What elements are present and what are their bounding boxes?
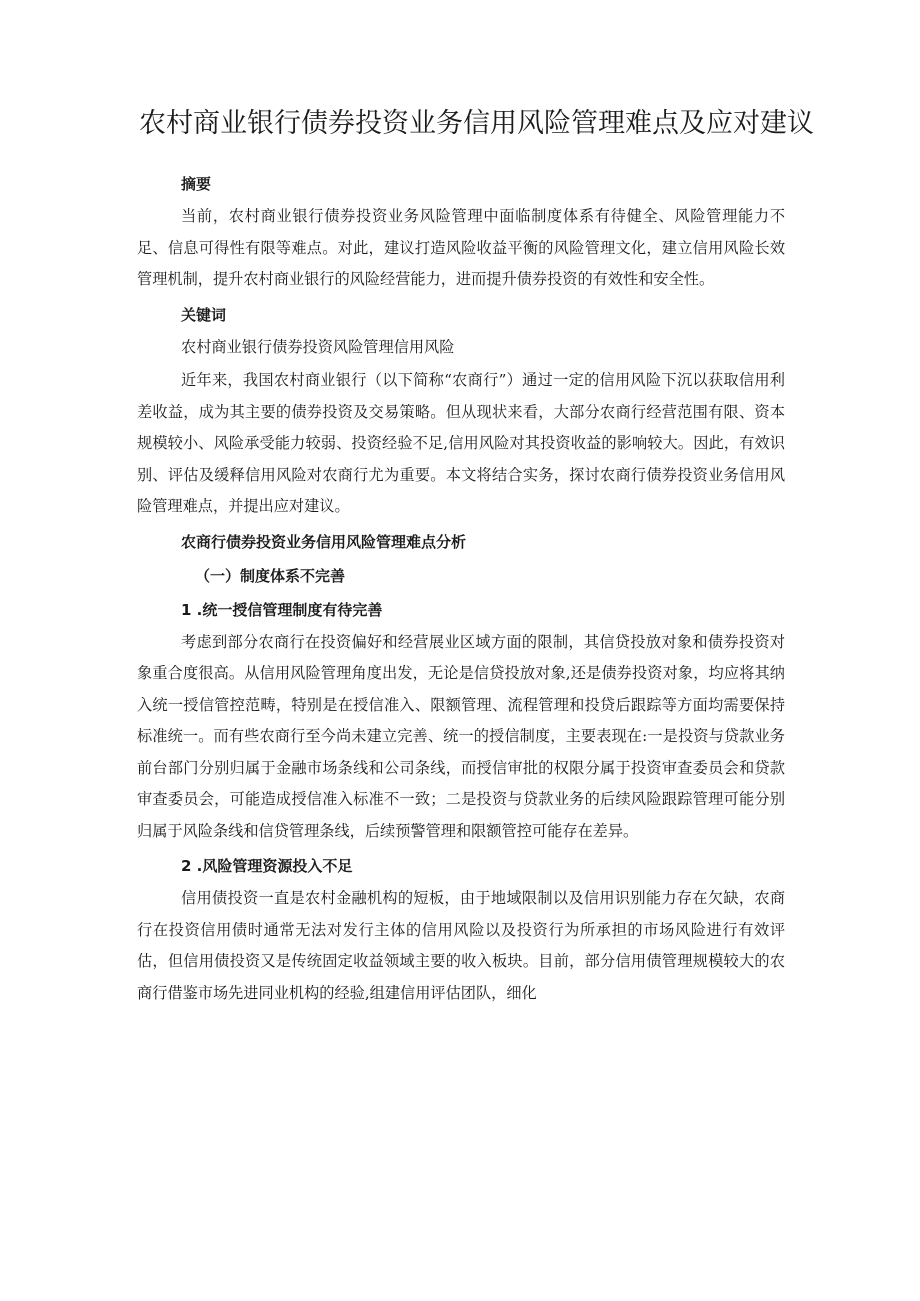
abstract-paragraph: 当前，农村商业银行债券投资业务风险管理中面临制度体系有待健全、风险管理能力不足、信息可得性有限等难点。对此，建议打造风险收益平衡的风险管理文化，建立信用风险长效管理机制，提升农村商业银行的风险经营能力，进而提升债券投资的有效性和安全性。: [137, 207, 785, 288]
section-heading: 农商行债券投资业务信用风险管理难点分析: [181, 532, 467, 551]
item-paragraph-2: 信用债投资一直是农村金融机构的短板，由于地域限制以及信用识别能力存在欠缺，农商行在投资信用债时通常无法对发行主体的信用风险以及投资行为所承担的市场风险进行有效评估，但信用债投资又是传统固定收益领域主要的收入板块。目前，部分信用债管理规模较大的农商行借鉴市场先进同业机构的经验,组建信用评估团队，细化: [137, 889, 785, 1002]
document-title: 农村商业银行债券投资业务信用风险管理难点及应对建议: [139, 108, 814, 139]
document-body: [137, 167, 785, 1011]
keywords-heading: 关键词: [181, 305, 227, 324]
item-heading-2: 2 .风险管理资源投入不足: [181, 857, 353, 875]
abstract-heading: 摘要: [181, 175, 212, 193]
item-heading-1: 1 .统一授信管理制度有待完善: [181, 600, 383, 619]
item-paragraph-1: 考虑到部分农商行在投资偏好和经营展业区域方面的限制，其信贷投放对象和债券投资对象重合度很高。从信用风险管理角度出发，无论是信贷投放对象,还是债券投资对象，均应将其纳入统一授信管控范畴，特别是在授信准入、限额管理、流程管理和投贷后跟踪等方面均需要保持标准统一。而有些农商行至今尚未建立完善、统一的授信制度，主要表现在:一是投资与贷款业务前台部门分别归属于金融市场条线和公司条线，而授信审批的权限分属于投资审查委员会和贷款审查委员会，可能造成授信准入标准不一致；二是投资与贷款业务的后续风险跟踪管理可能分别归属于风险条线和信贷管理条线，后续预警管理和限额管控可能存在差异。: [137, 632, 785, 840]
subsection-heading: （一）制度体系不完善: [195, 566, 346, 585]
intro-paragraph: 近年来，我国农村商业银行（以下简称“农商行”）通过一定的信用风险下沉以获取信用利差收益，成为其主要的债券投资及交易策略。但从现状来看，大部分农商行经营范围有限、资本规模较小、风险承受能力较弱、投资经验不足,信用风险对其投资收益的影响较大。因此，有效识别、评估及缓释信用风险对农商行尤为重要。本文将结合实务，探讨农商行债券投资业务信用风险管理难点，并提出应对建议。: [137, 371, 785, 515]
keywords-paragraph: 农村商业银行债券投资风险管理信用风险: [181, 337, 455, 356]
